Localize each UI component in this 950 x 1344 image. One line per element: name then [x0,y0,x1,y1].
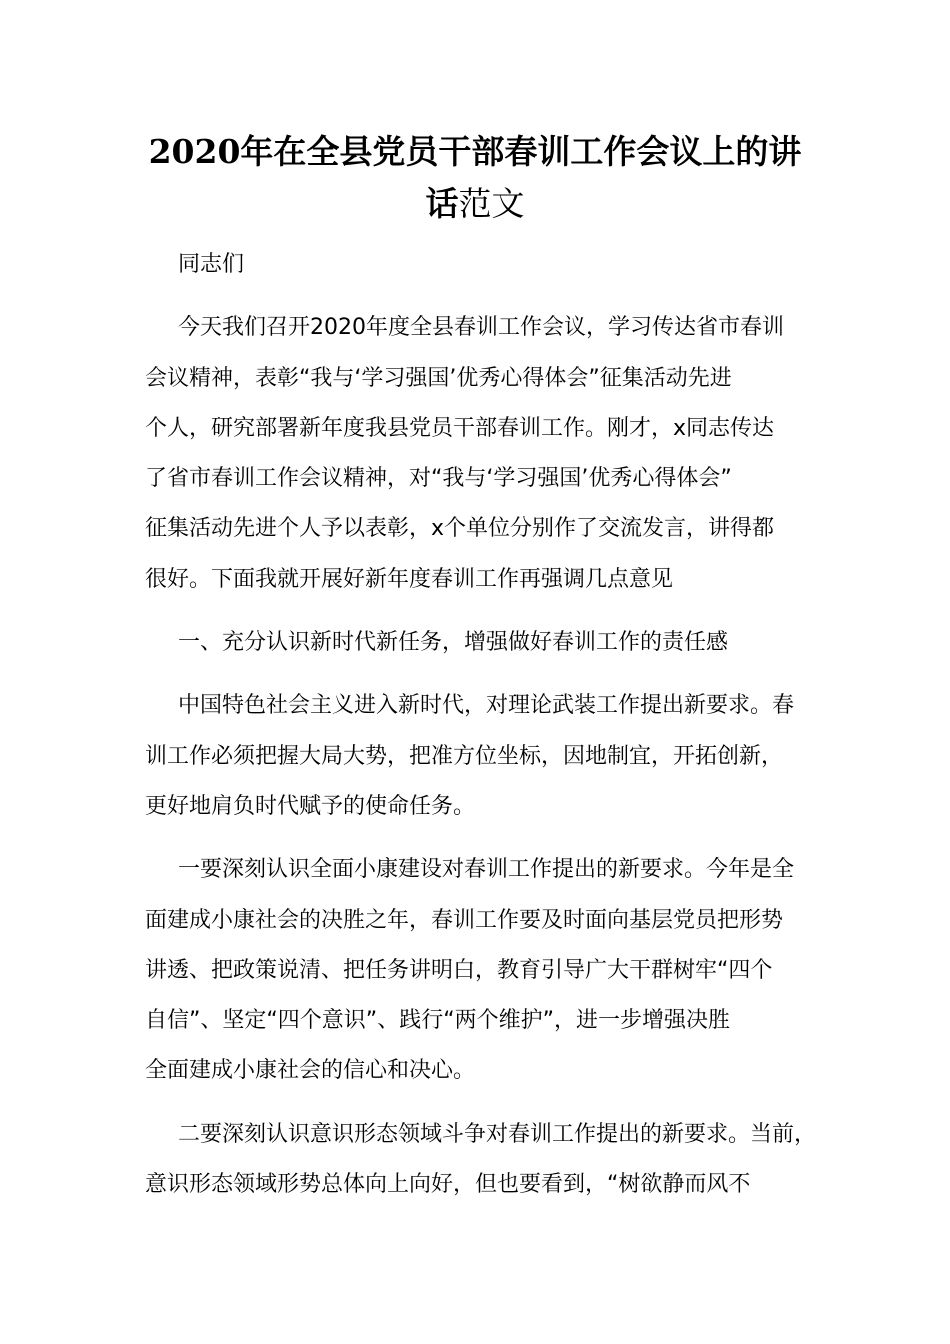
text-line: 今天我们召开2020年度全县春训工作会议，学习传达省市春训 [178,315,784,341]
document-body [145,240,817,1223]
text-line: 全面建成小康社会的信心和决心。 [145,1058,476,1084]
text-line: 讲透、把政策说清、把任务讲明白，教育引导广大干群树牢“四个 [145,957,773,983]
title-line-2-bold: 话 [425,184,459,223]
section-heading-1 [145,618,810,668]
text-line: 会议精神，表彰“我与‘学习强国’优秀心得体会”征集活动先进 [145,365,732,391]
text-line: 了省市春训工作会议精神，对“我与‘学习强国’优秀心得体会” [145,466,732,492]
paragraph-point-1 [145,845,810,1096]
text-line: 同志们 [178,252,245,277]
text-line: 中国特色社会主义进入新时代，对理论武装工作提出新要求。春 [178,693,795,719]
title-line-2 [140,178,810,230]
text-line: 个人，研究部署新年度我县党员干部春训工作。刚才，x同志传达 [145,415,775,441]
text-line: 训工作必须把握大局大势，把准方位坐标，因地制宜，开拓创新， [145,743,784,769]
text-line: 意识形态领域形势总体向上向好，但也要看到，“树欲静而风不 [145,1172,751,1198]
text-line: 征集活动先进个人予以表彰，x个单位分别作了交流发言，讲得都 [145,516,775,542]
title-line-1: 2020年在全县党员干部春训工作会议上的讲 [148,132,802,171]
text-line: 面建成小康社会的决胜之年，春训工作要及时面向基层党员把形势 [145,907,784,933]
text-line: 一要深刻认识全面小康建设对春训工作提出的新要求。今年是全 [178,857,795,883]
document-title [140,126,810,230]
paragraph-new-era [145,681,810,832]
text-line: 一、充分认识新时代新任务，增强做好春训工作的责任感 [178,630,729,656]
text-line: 自信”、坚定“四个意识”、践行“两个维护”，进一步增强决胜 [145,1008,730,1034]
text-line: 更好地肩负时代赋予的使命任务。 [145,793,476,819]
salutation [145,240,810,290]
title-line-2-normal: 范文 [458,184,525,223]
paragraph-point-2 [145,1110,817,1211]
paragraph-opening [145,303,810,605]
text-line: 很好。下面我就开展好新年度春训工作再强调几点意见 [145,566,674,592]
text-line: 二要深刻认识意识形态领域斗争对春训工作提出的新要求。当前， [178,1121,817,1147]
